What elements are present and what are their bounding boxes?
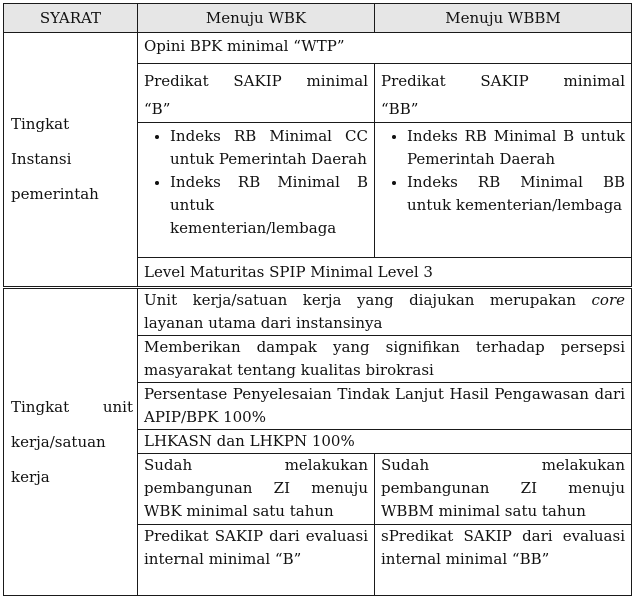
- list-item: • Indeks RB Minimal B untuk Pemerintah Daerah: [407, 125, 625, 171]
- cell-eval-wbk: Predikat SAKIP dari evaluasi internal minimal “B”: [138, 525, 375, 596]
- cell-spip: Level Maturitas SPIP Minimal Level 3: [138, 258, 632, 288]
- list-item: • Indeks RB Minimal CC untuk Pemerintah Daerah: [170, 125, 368, 171]
- cell-eval-wbbm: sPredikat SAKIP dari evaluasi internal minimal “BB”: [375, 525, 632, 596]
- label-tingkat-unit: [4, 288, 138, 596]
- cell-dampak: Memberikan dampak yang signifikan terhadap persepsi masyarakat tentang kualitas birokrasi: [138, 336, 632, 383]
- label-line: Instansi: [11, 150, 72, 168]
- cell-rb-wbk: [138, 123, 375, 258]
- list-item: • Indeks RB Minimal BB untuk kementerian/lembaga: [407, 171, 625, 217]
- row-opini-bpk: [4, 33, 632, 64]
- cell-opini-bpk: Opini BPK minimal “WTP”: [138, 33, 632, 64]
- header-row: [4, 4, 632, 33]
- row-core-layanan: [4, 288, 632, 336]
- cell-tindak-lanjut: Persentase Penyelesaian Tindak Lanjut Hasil Pengawasan dari APIP/BPK 100%: [138, 383, 632, 430]
- header-menuju-wbk: Menuju WBK: [138, 4, 375, 33]
- cell-zi-wbbm: Sudah melakukan pembangunan ZI menuju WBBM minimal satu tahun: [375, 454, 632, 525]
- cell-sakip-wbbm: Predikat SAKIP minimal “BB”: [375, 64, 632, 123]
- header-menuju-wbbm: Menuju WBBM: [375, 4, 632, 33]
- cell-rb-wbbm: [375, 123, 632, 258]
- label-line: kerja/satuan: [11, 432, 106, 451]
- list-item: • Indeks RB Minimal B untuk kementerian/lembaga: [170, 171, 368, 240]
- cell-core-layanan: Unit kerja/satuan kerja yang diajukan merupakan core layanan utama dari instansinya: [138, 288, 632, 336]
- label-line: kerja: [11, 467, 50, 486]
- label-line: Tingkat: [11, 115, 70, 133]
- requirements-table: [3, 3, 632, 596]
- cell-lhkasn: LHKASN dan LHKPN 100%: [138, 430, 632, 454]
- label-line: Tingkat unit: [11, 397, 133, 416]
- header-syarat: SYARAT: [4, 4, 138, 33]
- core-italic: core: [591, 291, 625, 309]
- cell-sakip-wbk: Predikat SAKIP minimal “B”: [138, 64, 375, 123]
- label-line: pemerintah: [11, 185, 99, 203]
- label-tingkat-instansi: [4, 33, 138, 288]
- cell-zi-wbk: Sudah melakukan pembangunan ZI menuju WBK minimal satu tahun: [138, 454, 375, 525]
